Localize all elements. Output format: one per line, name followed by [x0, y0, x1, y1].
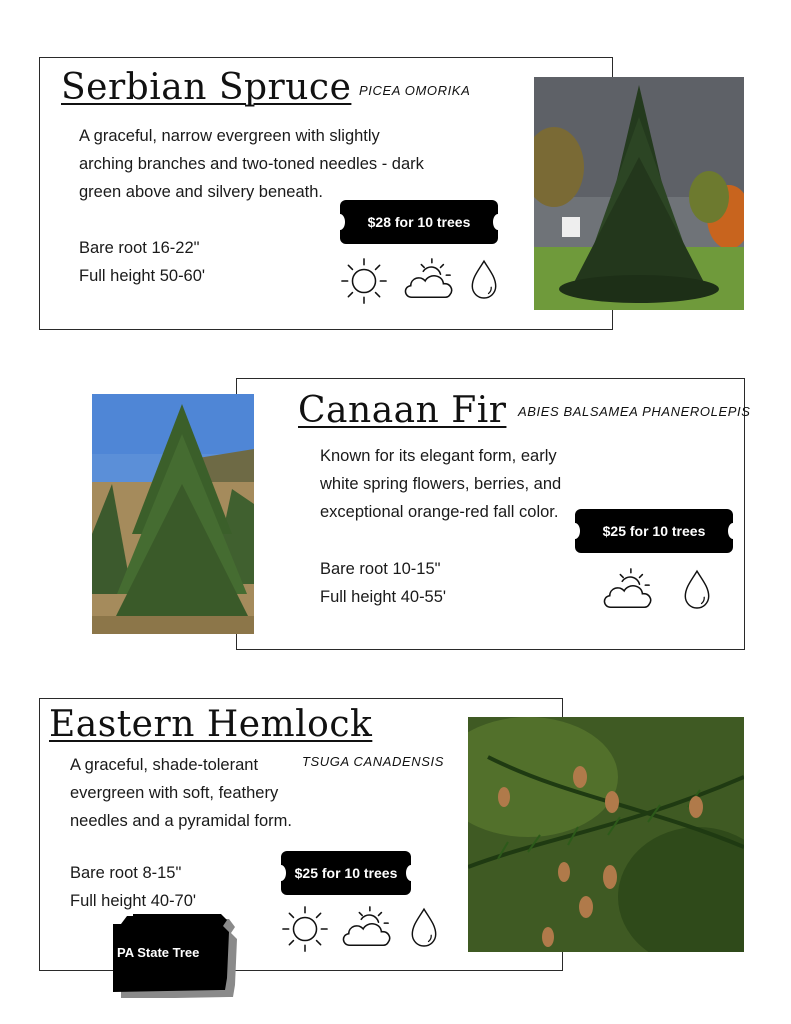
tree-card-canaan-fir [236, 378, 751, 650]
serbian-spruce-photo [534, 77, 744, 310]
partly-cloudy-icon [400, 255, 458, 303]
water-drop-icon [679, 567, 715, 613]
tree-specs: Bare root 16-22" Full height 50-60' [79, 239, 206, 285]
tree-description: Known for its elegant form, early white spring flowers, berries, and exceptional orange-red fall color. [320, 447, 562, 521]
partly-cloudy-icon [338, 903, 396, 951]
tree-name: Eastern Hemlock [49, 704, 373, 745]
latin-name: ABIES BALSAMEA PHANEROLEPIS [518, 404, 751, 419]
tree-specs: Bare root 8-15" Full height 40-70' [70, 864, 197, 910]
price-tag: $25 for 10 trees [281, 851, 411, 895]
partly-cloudy-icon [599, 565, 657, 613]
badge-label: PA State Tree [117, 945, 200, 960]
water-drop-icon [406, 905, 442, 951]
price-tag: $25 for 10 trees [575, 509, 733, 553]
latin-name: TSUGA CANADENSIS [302, 754, 445, 769]
tree-name: Canaan Fir [298, 390, 507, 431]
tree-name: Serbian Spruce [61, 67, 352, 108]
water-drop-icon [466, 257, 502, 303]
tree-specs: Bare root 10-15" Full height 40-55' [320, 560, 447, 606]
tree-card-serbian-spruce [39, 57, 613, 330]
pa-state-tree-badge [107, 914, 237, 998]
canaan-fir-photo [92, 394, 254, 634]
price-tag: $28 for 10 trees [340, 200, 498, 244]
tree-description: A graceful, narrow evergreen with slightly arching branches and two-toned needles - dark green above and silvery beneath. [79, 127, 424, 201]
tree-description: A graceful, shade-tolerant evergreen with soft, feathery needles and a pyramidal form. [70, 756, 292, 830]
latin-name: PICEA OMORIKA [359, 83, 471, 98]
eastern-hemlock-photo [468, 717, 744, 952]
sun-icon [281, 905, 329, 953]
sun-icon [340, 257, 388, 305]
